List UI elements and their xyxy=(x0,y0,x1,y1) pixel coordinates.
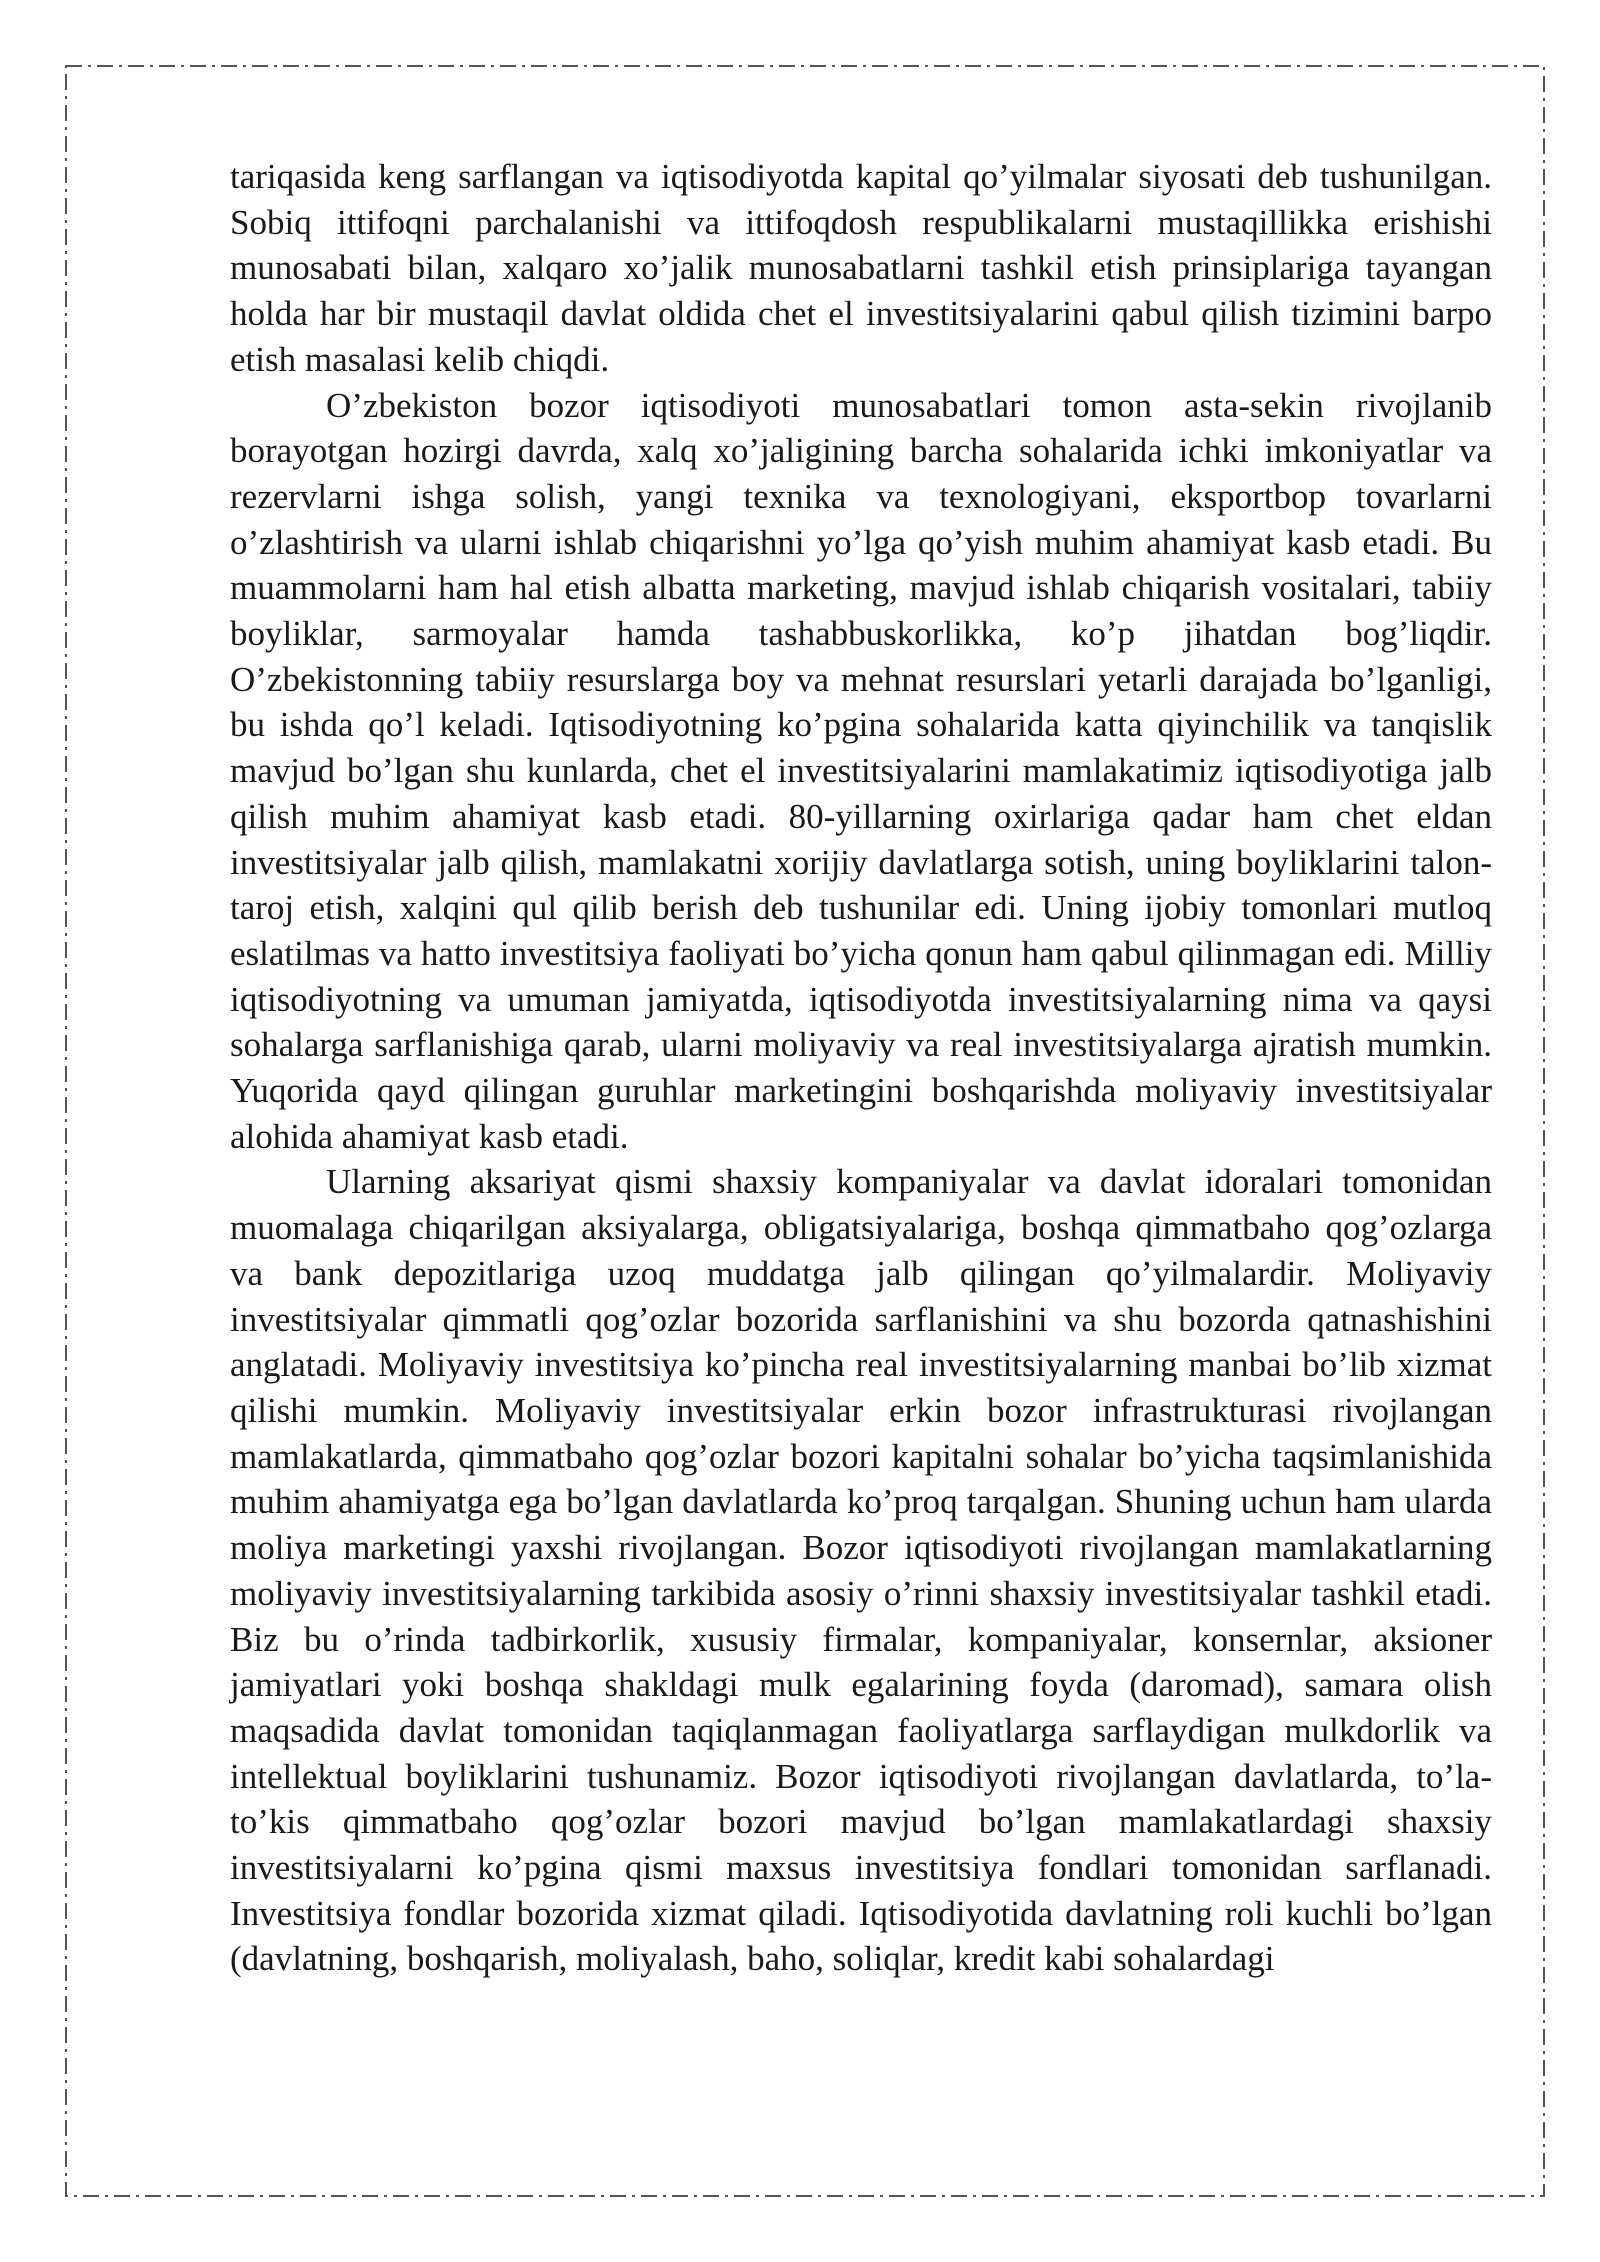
paragraph-3: Ularning aksariyat qismi shaxsiy kompaniyalar va davlat idoralari tomonidan muomalaga chiqarilgan aksiyalarga, obligatsiyalariga, boshqa qimmatbaho qog’ozlarga va bank depozitlariga uzoq muddatga jalb qilingan qo’yilmalardir. Moliyaviy investitsiyalar qimmatli qog’ozlar bozorida sarflanishini va shu bozorda qatnashishini anglatadi. Moliyaviy investitsiya ko’pincha real investitsiyalarning manbai bo’lib xizmat qilishi mumkin. Moliyaviy investitsiyalar erkin bozor infrastrukturasi rivojlangan mamlakatlarda, qimmatbaho qog’ozlar bozori kapitalni sohalar bo’yicha taqsimlanishida muhim ahamiyatga ega bo’lgan davlatlarda ko’proq tarqalgan. Shuning uchun ham ularda moliya marketingi yaxshi rivojlangan. Bozor iqtisodiyoti rivojlangan mamlakatlarning moliyaviy investitsiyalarning tarkibida asosiy o’rinni shaxsiy investitsiyalar tashkil etadi. Biz bu o’rinda tadbirkorlik, xususiy firmalar, kompaniyalar, konsernlar, aksioner jamiyatlari yoki boshqa shakldagi mulk egalarining foyda (daromad), samara olish maqsadida davlat tomonidan taqiqlanmagan faoliyatlarga sarflaydigan mulkdorlik va intellektual boyliklarini tushunamiz. Bozor iqtisodiyoti rivojlangan davlatlarda, to’la-to’kis qimmatbaho qog’ozlar bozori mavjud bo’lgan mamlakatlardagi shaxsiy investitsiyalarni ko’pgina qismi maxsus investitsiya fondlari tomonidan sarflanadi. Investitsiya fondlar bozorida xizmat qiladi. Iqtisodiyotida davlatning roli kuchli bo’lgan (davlatning, boshqarish, moliyalash, baho, soliqlar, kredit kabi sohalardagi xyxy=(230,1162,1492,1979)
paragraph-2: O’zbekiston bozor iqtisodiyoti munosabatlari tomon asta-sekin rivojlanib borayotgan hozirgi davrda, xalq xo’jaligining barcha sohalarida ichki imkoniyatlar va rezervlarni ishga solish, yangi texnika va texnologiyani, eksportbop tovarlarni o’zlashtirish va ularni ishlab chiqarishni yo’lga qo’yish muhim ahamiyat kasb etadi. Bu muammolarni ham hal etish albatta marketing, mavjud ishlab chiqarish vositalari, tabiiy boyliklar, sarmoyalar hamda tashabbuskorlikka, ko’p jihatdan bog’liqdir. O’zbekistonning tabiiy resurslarga boy va mehnat resurslari yetarli darajada bo’lganligi, bu ishda qo’l keladi. Iqtisodiyotning ko’pgina sohalarida katta qiyinchilik va tanqislik mavjud bo’lgan shu kunlarda, chet el investitsiyalarini mamlakatimiz iqtisodiyotiga jalb qilish muhim ahamiyat kasb etadi. 80-yillarning oxirlariga qadar ham chet eldan investitsiyalar jalb qilish, mamlakatni xorijiy davlatlarga sotish, uning boyliklarini talon-taroj etish, xalqini qul qilib berish deb tushunilar edi. Uning ijobiy tomonlari mutloq eslatilmas va hatto investitsiya faoliyati bo’yicha qonun ham qabul qilinmagan edi. Milliy iqtisodiyotning va umuman jamiyatda, iqtisodiyotda investitsiyalarning nima va qaysi sohalarga sarflanishiga qarab, ularni moliyaviy va real investitsiyalarga ajratish mumkin. Yuqorida qayd qilingan guruhlar marketingini boshqarishda moliyaviy investitsiyalar alohida ahamiyat kasb etadi. xyxy=(230,385,1492,1156)
paragraph-1: tariqasida keng sarflangan va iqtisodiyotda kapital qo’yilmalar siyosati deb tushunilgan. Sobiq ittifoqni parchalanishi va ittifoqdosh respublikalarni mustaqillikka erishishi munosabati bilan, xalqaro xo’jalik munosabatlarni tashkil etish prinsiplariga tayangan holda har bir mustaqil davlat oldida chet el investitsiyalarini qabul qilish tizimini barpo etish masalasi kelib chiqdi. xyxy=(230,157,1492,379)
document-body xyxy=(230,154,1492,1982)
